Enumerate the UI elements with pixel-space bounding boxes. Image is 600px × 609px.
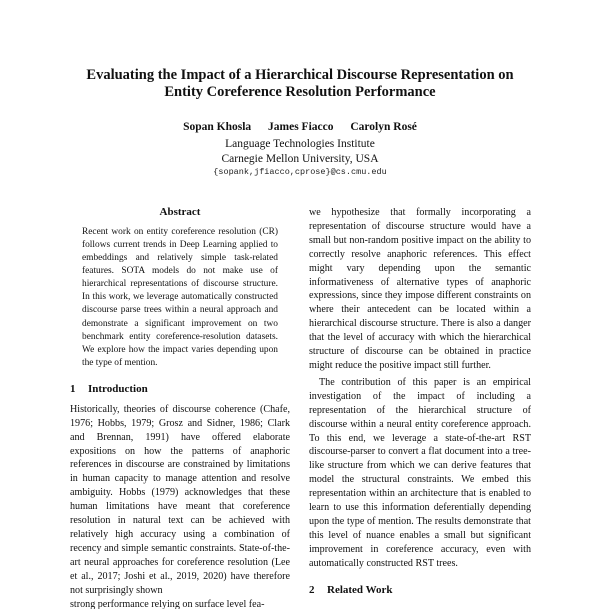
author-list [40,121,560,133]
section-number: 1 [70,382,76,395]
section-heading-related-work [309,584,531,598]
author-2: James Fiacco [268,121,334,133]
affiliation-line-1: Language Technologies Institute [225,138,375,150]
abstract-heading: Abstract [159,206,201,218]
affiliation-line-2: Carnegie Mellon University, USA [221,153,379,165]
section-heading-introduction [70,383,290,397]
paper-title [40,67,560,101]
abstract-block [82,226,278,370]
author-email: {sopank,jfiacco,cprose}@cs.cmu.edu [213,167,387,177]
title-line-2: Entity Coreference Resolution Performance [164,84,436,100]
intro-cut-line: strong performance relying on surface level fea- [70,598,265,609]
abstract-text: Recent work on entity coreference resolution (CR) follows current trends in Deep Learning applied to embeddings and relatively simple task-related features. SOTA models do not make use of hierarchical representations of discourse structure. In this work, we leverage automatically constructed discourse parse trees within a neural approach and demonstrate a significant improvement on two benchmark entity coreference-resolution datasets. We explore how the impact varies depending upon the type of mention. [82,226,278,368]
left-column [70,206,290,609]
right-paragraph-1: we hypothesize that formally incorporating a representation of discourse structure would have a small but non-random positive impact on the ability to correctly resolve anaphoric references. This effect might vary depending upon the semantic informativeness of alternative types of anaphoric expressions, since they impose different constraints on where their antecedent can be located within a hierarchical discourse structure. There is also a danger that the level of accuracy with which the hierarchical structure of discourse can be obtained in practice might reduce the positive impact still further. [309,207,531,371]
right-column [309,206,531,603]
author-3: Carolyn Rosé [350,121,417,133]
right-paragraph-2: The contribution of this paper is an empirical investigation of the impact of including a representation of the hierarchical structure of discourse within a neural entity coreference approach. To this end, we leverage a state-of-the-art RST discourse-parser to convert a flat document into a tree-like structure from which we can derive features that model the structural constraints. We embed this representation within an architecture that is enabled to learn to use this information deferentially depending upon the type of mention. The results demonstrate that this level of nuance enables a small but significant improvement in coreference accuracy, even with automatically constructed RST trees. [309,376,531,569]
section-title: Introduction [88,382,148,395]
affiliation [40,137,560,167]
section-title: Related Work [327,583,393,596]
title-line-1: Evaluating the Impact of a Hierarchical Discourse Representation on [86,67,514,83]
intro-paragraph: Historically, theories of discourse coherence (Chafe, 1976; Hobbs, 1979; Grosz and Sidner, 1986; Clark and Brennan, 1991) have offered elaborate expositions on how the patterns of anaphoric references in discourse are constrained by limitations in human capacity to manage attention and resolve ambiguity. Hobbs (1979) acknowledges that these human limitations have meant that coreference resolution in natural text can be achieved with relatively high accuracy using a combination of recency and simple semantic constraints. State-of-the-art neural approaches for coreference resolution (Lee et al., 2017; Joshi et al., 2019, 2020) have therefore not surprisingly shown [70,403,290,596]
author-1: Sopan Khosla [183,121,252,133]
section-number: 2 [309,583,315,596]
